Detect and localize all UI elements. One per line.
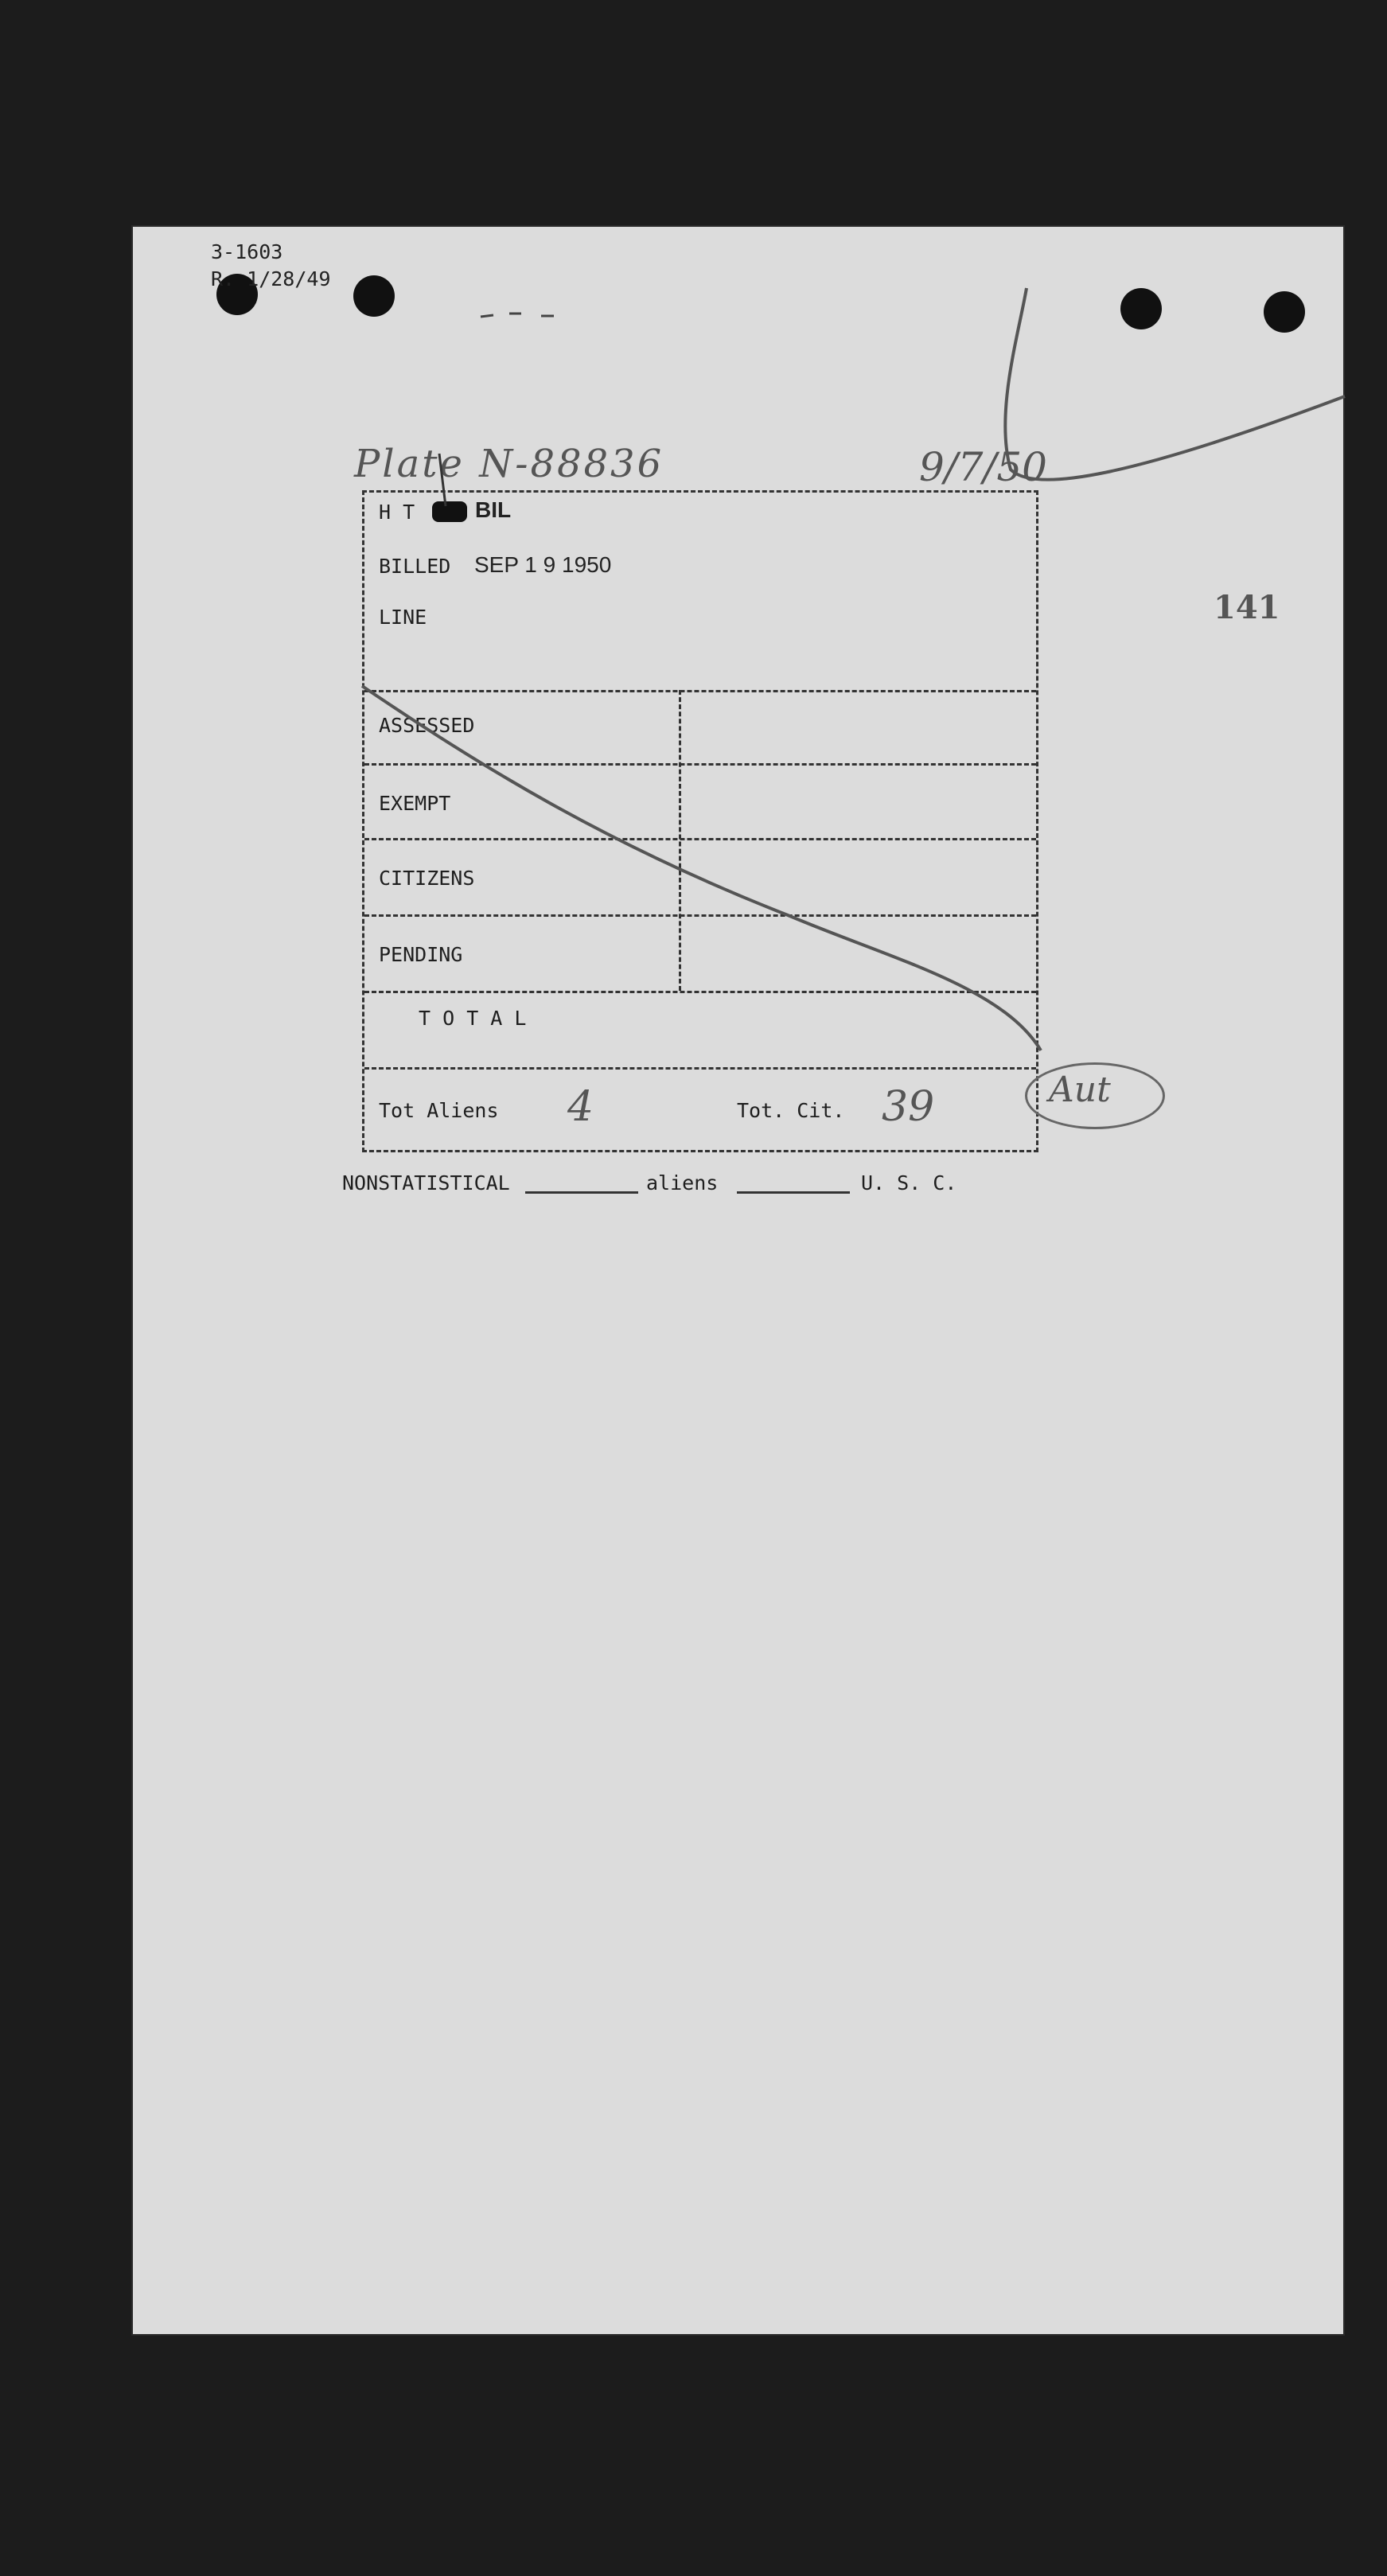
form-revision: R. 1/28/49	[211, 267, 331, 290]
tot-cit-value-handwritten: 39	[882, 1083, 935, 1131]
ht-stamp-text: BIL	[475, 497, 512, 522]
diagonal-strike-line	[362, 686, 1041, 1050]
line-label: LINE	[379, 606, 427, 629]
plate-number-handwritten: Plate N-88836	[354, 442, 664, 486]
tot-aliens-label: Tot Aliens	[379, 1099, 499, 1122]
ht-label: H T	[379, 501, 415, 524]
tot-aliens-value-handwritten: 4	[567, 1083, 594, 1131]
billed-date-stamp: SEP 1 9 1950	[474, 552, 612, 577]
nonstatistical-label: NONSTATISTICAL	[342, 1171, 510, 1194]
aliens-label: aliens	[646, 1171, 719, 1194]
date-handwritten: 9/7/50	[919, 444, 1047, 490]
dash-mark	[481, 314, 554, 317]
row-exempt-label: EXEMPT	[379, 792, 451, 815]
plate-tick-mark	[439, 454, 446, 506]
row-assessed-label: ASSESSED	[379, 714, 475, 737]
row-citizens-label: CITIZENS	[379, 867, 475, 890]
initials-handwritten: Aut	[1049, 1070, 1111, 1110]
margin-curve-line	[1005, 288, 1345, 480]
billed-label: BILLED	[379, 555, 451, 578]
tot-cit-label: Tot. Cit.	[737, 1099, 845, 1122]
usc-label: U. S. C.	[861, 1171, 957, 1194]
page-number: 141	[1214, 589, 1280, 626]
row-pending-label: PENDING	[379, 943, 463, 966]
form-number: 3-1603	[211, 240, 283, 263]
total-label: T O T A L	[419, 1007, 527, 1030]
